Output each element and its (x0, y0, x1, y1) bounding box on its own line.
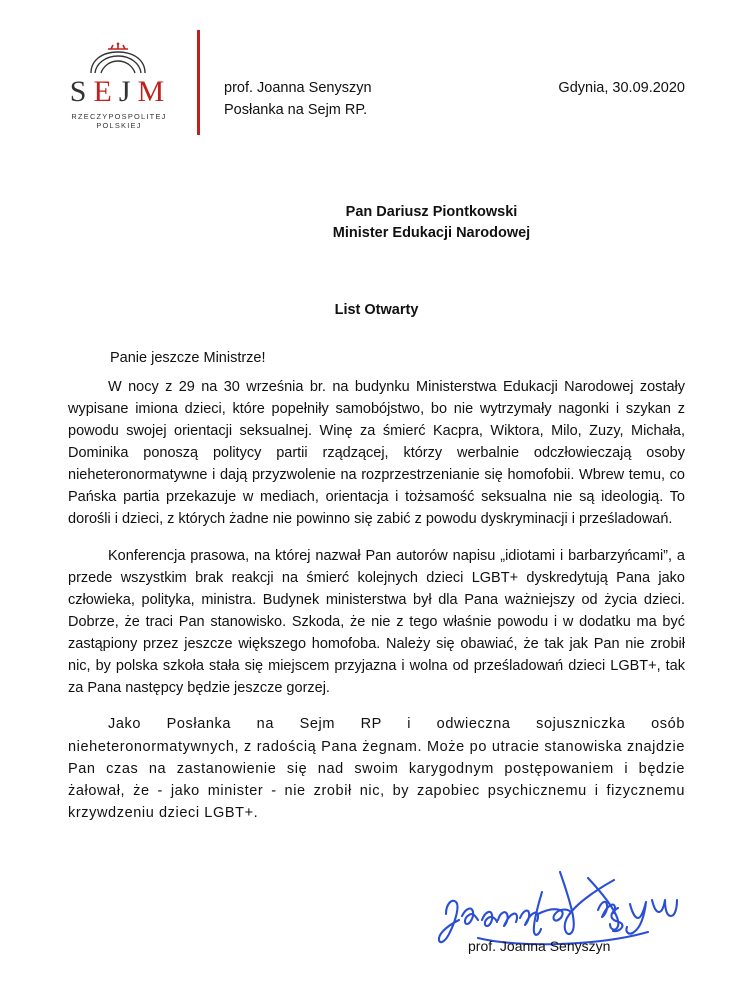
sejm-logo-subtitle: RZECZYPOSPOLITEJ POLSKIEJ (71, 111, 167, 130)
signature-block (68, 862, 685, 982)
paragraph-1: W nocy z 29 na 30 września br. na budynku Ministerstwa Edukacji Narodowej zostały wypisane imiona dzieci, które popełniły samobójstwo, bo nie wytrzymały nagonki i szykan z powodu swojej orientacji seksualnej. Winę za śmierć Kacpra, Wiktora, Milo, Zuzy, Michała, Dominika ponoszą politycy partii rządzącej, którzy werbalnie odczłowieczają osoby nieheteronormatywne i dają przyzwolenie na rozprzestrzenianie się homofobii. Wbrew temu, co Pańska partia przekazuje w mediach, orientacja i tożsamość seksualna nie są ideologią. To dorośli i dzieci, z których żadne nie powinno się zabić z powodu dyskryminacji i prześladowań. (68, 379, 685, 528)
sejm-wordmark: SEJM (69, 75, 172, 108)
addressee-block (68, 202, 685, 244)
addressee-name: Pan Dariusz Piontkowski (345, 204, 518, 220)
sender-name: prof. Joanna Senyszyn (224, 80, 372, 96)
sender-role: Posłanka na Sejm RP. (224, 101, 368, 118)
page-title: List Otwarty (334, 302, 419, 319)
addressee-title: Minister Edukacji Narodowej (332, 225, 531, 242)
header-divider (197, 30, 200, 135)
sejm-wordmark-accent: E (93, 75, 119, 108)
sender-block (224, 30, 558, 122)
place-and-date: Gdynia, 30.09.2020 (558, 80, 685, 96)
letter-body (0, 202, 740, 982)
sejm-wordmark-accent2: M (137, 75, 172, 108)
paragraph-2: Konferencja prasowa, na której nazwał Pan autorów napisu „idiotami i barbarzyńcami”, a przede wszystkim brak reakcji na śmierć kolejnych dzieci LGBT+ dyskredytują Pana jako człowieka, polityka, ministra. Budynek ministerstwa był dla Pana ważniejszy od życia dzieci. Dobrze, że traci Pan stanowisko. Szkoda, że nie z tego właśnie powodu i w dodatku ma być zastąpiony przez jeszcze większego homofoba. Należy się obawiać, że tak jak Pan nie zrobił nic, by polska szkoła stała się miejscem przyjazna i wolna od prześladowań dzieci LGBT+, tak za Pana następcy będzie jeszcze gorzej. (68, 547, 685, 696)
signature-printed-name: prof. Joanna Senyszyn (468, 937, 611, 954)
sejm-logo (50, 30, 185, 130)
letterhead (0, 0, 740, 130)
paragraph-3: Jako Posłanka na Sejm RP i odwieczna sojuszniczka osób nieheteronormatywnych, z radością Pana żegnam. Może po utracie stanowiska znajdzie Pan czas na zastanowienie się nad swoim karygodnym postępowaniem i będzie żałował, że - jako minister - nie zrobił nic, by zapobiec psychicznemu i fizycznemu krzywdzeniu dzieci LGBT+. (68, 716, 685, 821)
eagle-crown-icon (50, 42, 185, 76)
salutation: Panie jeszcze Ministrze! (110, 350, 266, 367)
